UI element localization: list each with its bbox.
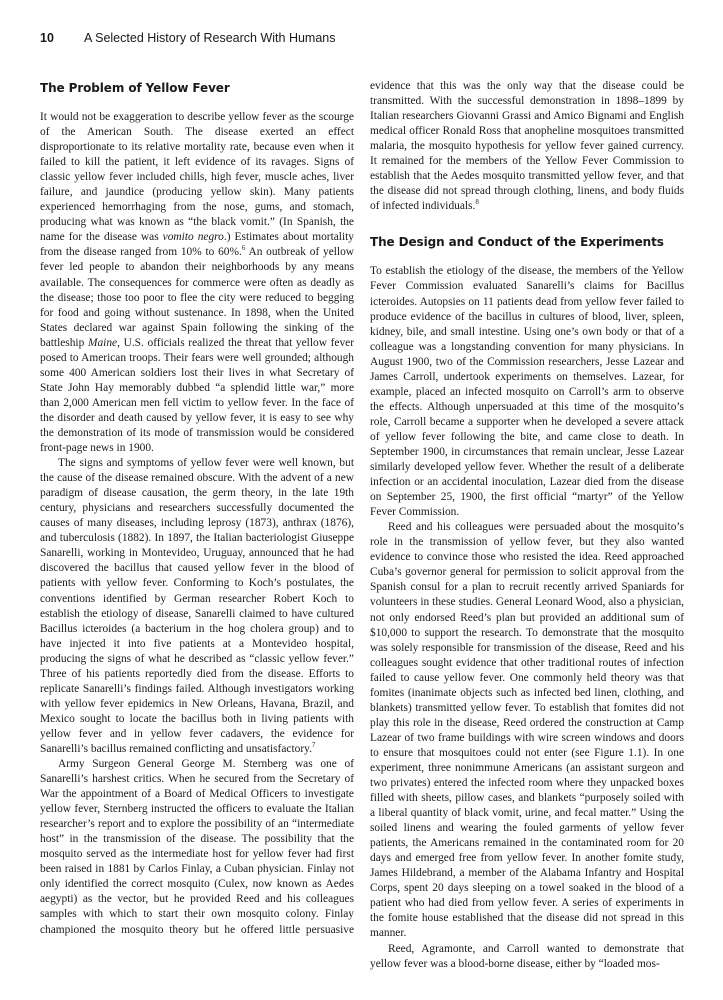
text-run: An outbreak of yellow fever led people to abandon their neighborhoods by any means available. The consequences for commerce were often as deadly as the disease; those too poor to flee the city were reduced to begging for food and going without sustenance. In 1898, when the United States declared war against Spain following the sinking of the battleship <box>40 246 354 349</box>
paragraph-sternberg <box>40 757 354 938</box>
running-title: A Selected History of Research With Humans <box>84 31 336 45</box>
page-number: 10 <box>40 31 54 45</box>
running-header <box>40 31 690 45</box>
left-column <box>40 80 354 938</box>
section-heading-yellow-fever: The Problem of Yellow Fever <box>40 81 230 95</box>
text-run: The signs and symptoms of yellow fever were well known, but the cause of the disease remained obscure. With the advent of a new paradigm of disease causation, the germ theory, in the late 19th century, physicians and researchers successfully documented the causes of many diseases, including leprosy (1873), anthrax (1876), and tuberculosis (1882). In 1897, the Italian bacteriologist Giuseppe Sanarelli, working in Montevideo, Uruguay, announced that he had discovered the bacillus that caused yellow fever in the blood of patients with yellow fever. Conforming to Koch’s postulates, the conventions identified by German researcher Robert Koch to establish the etiology of disease, Sanarelli claimed to have cultured Bacillus icteroides (a bacterium in the hog cholera group) and to have injected it into five patients at a Montevideo hospital, producing the signs of what he described as “classic yellow fever.” Three of his patients reportedly died from the disease. Efforts to replicate Sanarelli’s findings failed. Although investigators working with yellow fever epidemics in New Orleans, Havana, Brazil, and Mexico sought to locate the bacillus both in living patients with yellow fever and in yellow fever cadavers, the evidence for Sanarelli’s bacillus remained conflicting and unsatisfactory. <box>40 457 354 755</box>
footnote-ref: 8 <box>475 198 479 207</box>
text-run: .) Estimates about mortality from the disease ranged from 10% to 60%. <box>40 231 354 259</box>
text-run: Army Surgeon General George M. Sternberg was one of Sanarelli’s harshest critics. When he secured from the Secretary of War the appointment of a Board of Medical Officers to investigate yellow fever, Sternberg instructed the officers to evaluate the Italian researcher’s report and to explore the possibility of an “intermediate host” in the transmission of the disease. The possibility that the mosquito served as the intermediate host for yellow fever had first been raised in 1881 by Carlos Finlay, a Cuban physician. Finlay not only identified the correct mosquito (Culex, now known as Aedes aegypti) as the vector, but he provided Reed and his colleagues samples with which to start their own mosquito colony. Finlay championed the mosquito theory but he offered little persuasive <box>40 758 354 936</box>
paragraph-etiology: To establish the etiology of the disease, the members of the Yellow Fever Commission evaluated Sanarelli’s claims for Bacillus icteroides. Autopsies on 11 patients dead from yellow fever failed to produce evidence of the bacillus in cultures of blood, liver, spleen, kidney, bile, and small intestine. Using one’s own body or that of a colleague was a longstanding convention for many physicians. In August 1900, two of the Commission researchers, Jesse Lazear and James Carroll, undertook experiments on themselves. Lazear, for example, placed an infected mosquito on Carroll’s arm to observe the effects. Although unpersuaded at this time of the mosquito’s role, Carroll became a supporter when he developed a severe attack of yellow fever following the bite, and came close to death. In September 1900, in circumstances that remain unclear, Jesse Lazear similarly developed yellow fever. Whether the result of a deliberate infection or an accidental inoculation, Lazear died from the disease on September 25, 1900, the first official “martyr” of the Yellow Fever Commission. <box>370 265 684 519</box>
section-heading-design-conduct: The Design and Conduct of the Experiments <box>370 235 664 250</box>
paragraph-reed-colleagues: Reed and his colleagues were persuaded about the mosquito’s role in the transmission of yellow fever, but they also wanted evidence to convince those who resisted the idea. Reed approached Cuba’s governor general for permission to solicit approval from the Spanish consul for a plan to recruit recently arrived Spaniards for volunteers in these studies. General Leonard Wood, also a physician, not only endorsed Reed’s plan but provided an additional sum of $10,000 to support the research. To demonstrate that the mosquito was solely responsible for transmission of the disease, Reed and his colleagues sought evidence that other traditional routes of infection failed to cause yellow fever. One commonly held theory was that fomites (inanimate objects such as infected bed linen, clothing, and blankets) transmitted yellow fever. To establish that fomites did not play this role in the disease, Reed ordered the construction at Camp Lazear of two frame buildings with wire screen windows and doors to ensure that mosquitoes could not enter (see Figure 1.1). In one experiment, three nonimmune Americans (an assistant surgeon and two privates) entered the infected room where they unpacked boxes filled with sheets, pillow cases, and blankets “purposely soiled with a liberal quantity of black vomit, urine, and fecal matter.” Using the soiled linens and wearing the fouled garments of yellow fever patients, the Americans remained in the contaminated room for 20 days and emerged free from yellow fever. In another fomite study, James Hildebrand, a member of the Alabama Infantry and Hospital Corps, spent 20 days sleeping on a towel soaked in the blood of a patient who had died from yellow fever. A series of experiments in the fomite house established that the disease did not spread in this manner. <box>370 521 684 940</box>
paragraph-yellow-fever-intro <box>40 110 354 456</box>
italic-term: Maine <box>87 336 118 349</box>
text-run: evidence that this was the only way that the disease could be transmitted. With the successful demonstration in 1898–1899 by Italian researchers Giovanni Grassi and Amico Bignami and English medical officer Ronald Ross that anopheline mosquitoes transmitted malaria, the mosquito hypothesis for yellow fever gained currency. It remained for the members of the Yellow Fever Commission to establish that the Aedes mosquito transmitted yellow fever, and that the disease did not spread through clothing, linens, and body fluids of infected individuals. <box>370 80 684 213</box>
text-run: , U.S. officials realized the threat that yellow fever posed to American troops. Their fears were well grounded; although some 400 American soldiers lost their lives in what Secretary of State John Hay memorably dubbed “a splendid little war,” more than 2,000 American men fell victim to yellow fever. In the face of the disorder and death caused by yellow fever, it is easy to see why the demonstration of its mode of transmission would be considered front-page news in 1900. <box>40 336 354 455</box>
footnote-ref: 7 <box>311 741 316 750</box>
text-run: It would not be exaggeration to describe yellow fever as the scourge of the American South. The disease exerted an effect disproportionate to its relative mortality rate, because even when it failed to kill the patient, it left evidence of its ravages. Signs of classic yellow fever included chills, high fever, muscle aches, liver failure, and jaundice (producing yellow skin). Many patients experienced hemorrhaging from the nose, gums, and stomach, producing what was known as “the black vomit.” (In Spanish, the name for the disease was <box>40 111 354 244</box>
paragraph-signs-symptoms <box>40 456 354 757</box>
right-column <box>370 79 684 972</box>
footnote-ref: 6 <box>241 244 246 253</box>
paragraph-blood-borne: Reed, Agramonte, and Carroll wanted to demonstrate that yellow fever was a blood-borne disease, either by “loaded mos- <box>370 942 684 970</box>
italic-term: vomito negro <box>162 231 224 244</box>
paragraph-continuation <box>370 79 684 214</box>
